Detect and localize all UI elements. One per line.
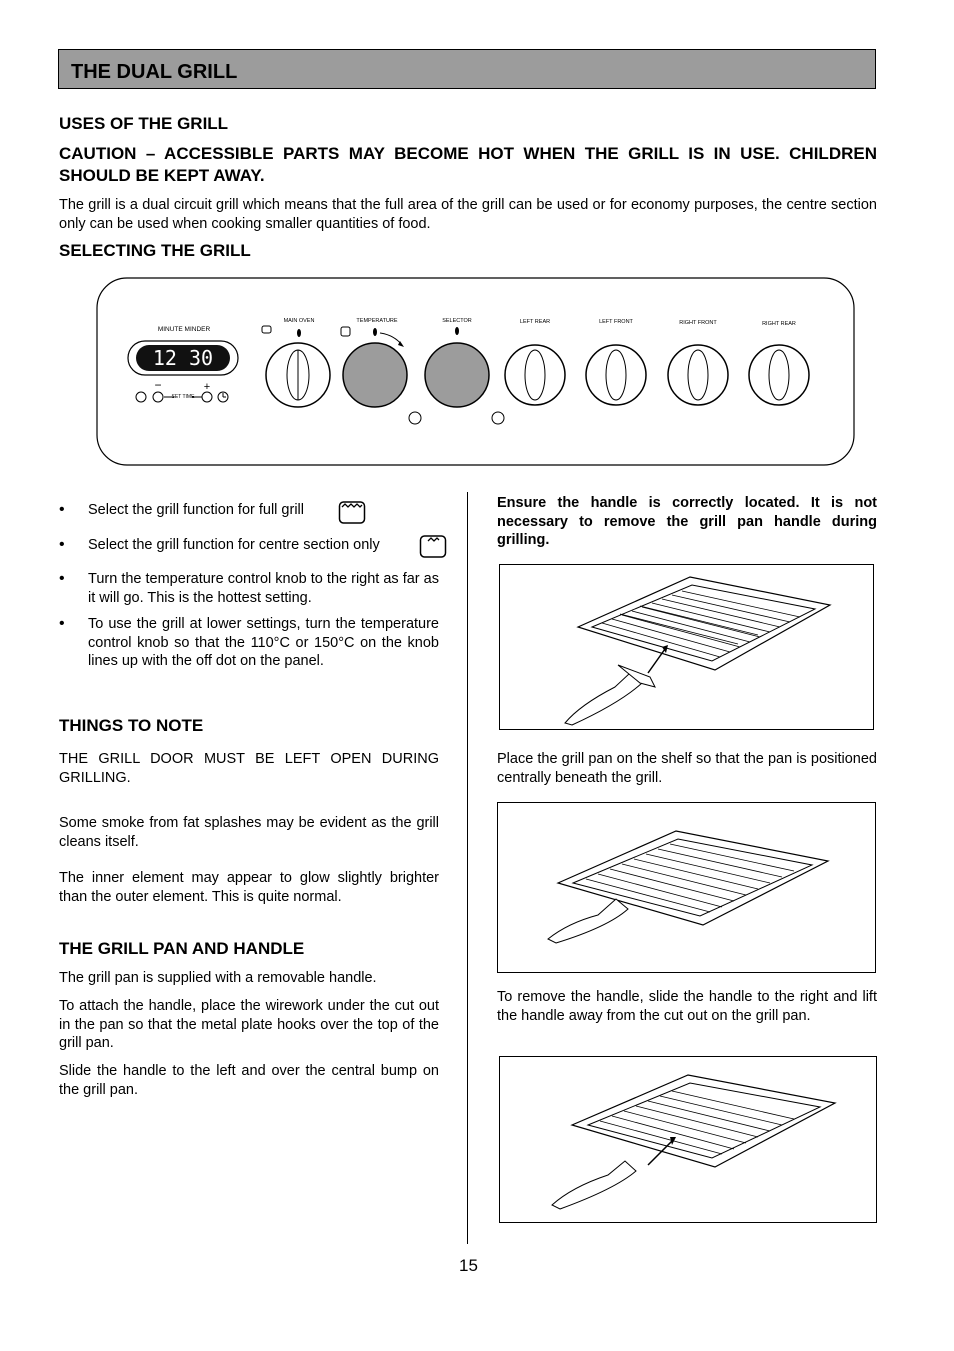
- uses-heading: USES OF THE GRILL: [59, 114, 229, 133]
- selecting-heading: SELECTING THE GRILL: [59, 241, 251, 260]
- right-front-label: RIGHT FRONT: [679, 320, 717, 326]
- set-time-label: SET TIME: [171, 394, 195, 400]
- grill-pan-figure-2: [497, 802, 876, 973]
- temperature-knob[interactable]: [343, 343, 407, 407]
- selector-indicator-light: [492, 412, 504, 424]
- pan-heading: THE GRILL PAN AND HANDLE: [59, 939, 305, 958]
- minus-label: −: [154, 378, 162, 392]
- left-rear-label: LEFT REAR: [519, 319, 551, 325]
- things-smoke-text: Some smoke from fat splashes may be evident as the grill cleans itself.: [59, 815, 439, 850]
- plus-button[interactable]: [202, 392, 212, 402]
- pan-text-2: To attach the handle, place the wirework under the cut out in the pan so that the metal plate hooks over the top of the grill pan.: [59, 998, 439, 1051]
- column-divider: [467, 492, 468, 1244]
- things-heading: THINGS TO NOTE: [59, 716, 204, 735]
- grill-pan-figure-3: [499, 1056, 877, 1223]
- remove-text: To remove the handle, slide the handle to the right and lift the handle away from the cut out on the grill pan.: [497, 989, 877, 1024]
- grill-pan-figure-1: [499, 564, 874, 730]
- list-item: • To use the grill at lower settings, turn the temperature control knob so that the 110°C or 150°C on the knob lines up with the off dot on the panel.: [59, 615, 439, 671]
- temperature-indicator-light: [409, 412, 421, 424]
- instruction-list: [59, 501, 439, 701]
- right-rear-label: RIGHT REAR: [762, 321, 796, 327]
- minus-button[interactable]: [153, 392, 163, 402]
- main-oven-label: MAIN OVEN: [283, 318, 315, 324]
- ensure-text: Ensure the handle is correctly located. It is not necessary to remove the grill pan handle during grilling.: [497, 495, 877, 548]
- full-grill-icon: [338, 499, 366, 525]
- timer-display: 12 30: [152, 346, 214, 370]
- list-item: • Turn the temperature control knob to the right as far as it will go. This is the hottest setting.: [59, 570, 439, 607]
- intro-text: The grill is a dual circuit grill which means that the full area of the grill can be used or for economy purposes, the centre section only can be used when cooking smaller quantities of food.: [59, 197, 877, 232]
- things-door-text: THE GRILL DOOR MUST BE LEFT OPEN DURING GRILLING.: [59, 751, 439, 786]
- selector-label: SELECTOR: [442, 318, 472, 324]
- list-item: • Select the grill function for full grill: [59, 501, 439, 520]
- page-title: THE DUAL GRILL: [71, 61, 238, 83]
- pan-text-1: The grill pan is supplied with a removable handle.: [59, 970, 377, 986]
- page-title-bar: [58, 49, 876, 89]
- pan-text-3: Slide the handle to the left and over the central bump on the grill pan.: [59, 1063, 439, 1098]
- selector-knob[interactable]: [425, 343, 489, 407]
- caution-text: CAUTION – ACCESSIBLE PARTS MAY BECOME HOT WHEN THE GRILL IS IN USE. CHILDREN SHOULD BE KEPT AWAY.: [59, 144, 877, 185]
- place-text: Place the grill pan on the shelf so that the pan is positioned centrally beneath the grill.: [497, 751, 877, 786]
- centre-grill-icon: [419, 533, 447, 559]
- minute-minder-label: MINUTE MINDER: [157, 326, 211, 333]
- plus-label: +: [203, 381, 211, 393]
- things-glow-text: The inner element may appear to glow slightly brighter than the outer element. This is quite normal.: [59, 870, 439, 905]
- list-item: • Select the grill function for centre section only: [59, 536, 439, 555]
- temperature-label: TEMPERATURE: [356, 318, 398, 324]
- alarm-icon[interactable]: [136, 392, 146, 402]
- page-number: 15: [459, 1256, 478, 1275]
- left-front-label: LEFT FRONT: [599, 319, 633, 325]
- control-panel-illustration: [96, 277, 856, 467]
